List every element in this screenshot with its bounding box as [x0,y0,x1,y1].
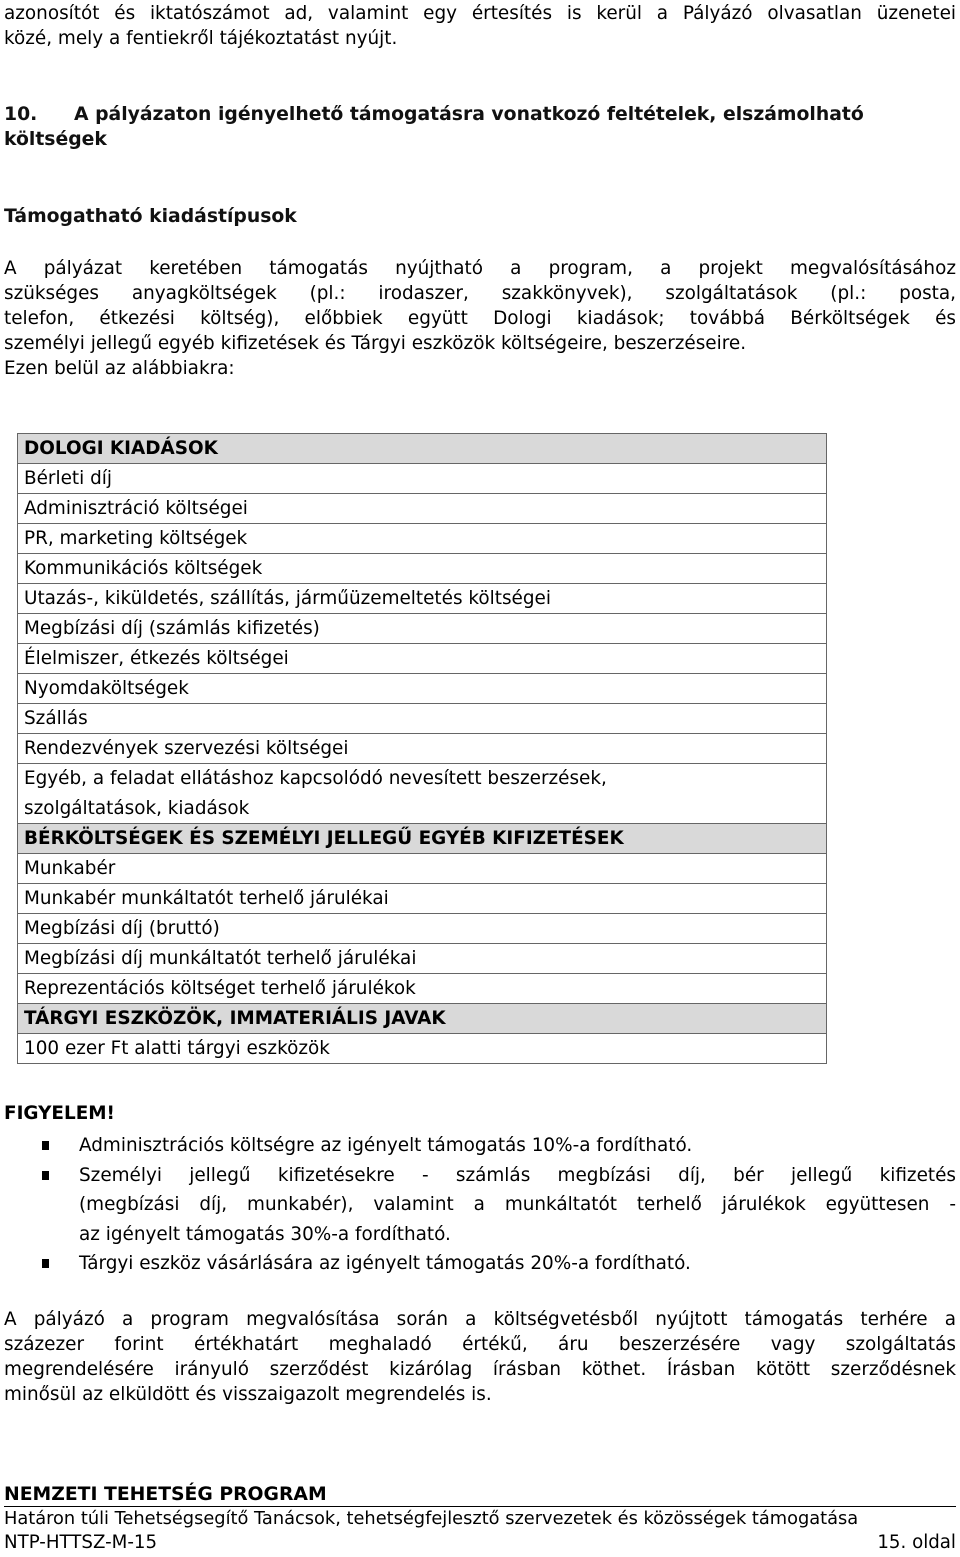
cell-text: TÁRGYI ESZKÖZÖK, IMMATERIÁLIS JAVAK [24,1008,446,1029]
page-footer [4,1483,956,1555]
table-section-header [18,1004,827,1034]
footer-meta [4,1531,956,1555]
footer-title: NEMZETI TEHETSÉG PROGRAM [4,1484,327,1505]
table-cell [18,1004,827,1034]
cell-text: Megbízási díj munkáltatót terhelő járulékai [24,948,417,969]
section-title-cont: költségek [4,129,107,150]
table-cell [18,464,827,494]
cell-text: 100 ezer Ft alatti tárgyi eszközök [24,1038,330,1059]
section-heading [4,102,956,152]
table-row [18,614,827,644]
intro-line: közé, mely a fentiekről tájékoztatást nyújt. [4,28,398,49]
table-cell [18,614,827,644]
document-code: NTP-HTTSZ-M-15 [4,1532,158,1553]
table-cell [18,974,827,1004]
paragraph-line: telefon, étkezési költség), előbbiek együtt Dologi kiadások; továbbá Bérköltségek és [4,308,956,329]
section-number: 10. [4,104,38,125]
paragraph-line: százezer forint értékhatárt meghaladó értékű, áru beszerzésére vagy szolgáltatás [4,1334,956,1355]
cell-text: DOLOGI KIADÁSOK [24,438,218,459]
bullet-square-icon [42,1171,49,1180]
table-cell [18,524,827,554]
contract-paragraph [4,1307,956,1407]
warning-item-text: az igényelt támogatás 30%-a fordítható. [79,1223,451,1245]
warning-list [4,1131,956,1279]
table-cell [18,944,827,974]
table-row [18,644,827,674]
table-section-header [18,824,827,854]
table-row [18,704,827,734]
table-cell [18,914,827,944]
table-row [18,974,827,1004]
section-title: A pályázaton igényelhető támogatásra vonatkozó feltételek, elszámolható [74,104,864,125]
table-row [18,464,827,494]
table-row [18,734,827,764]
warning-item [4,1249,956,1279]
warning-item-text: Adminisztrációs költségre az igényelt támogatás 10%-a fordítható. [79,1135,693,1156]
cell-text: Megbízási díj (számlás kifizetés) [24,618,320,639]
cell-text: PR, marketing költségek [24,528,248,549]
table-cell [18,1034,827,1064]
table-cell [18,554,827,584]
table-row [18,584,827,614]
paragraph-line: minősül az elküldött és visszaigazolt megrendelés is. [4,1384,492,1405]
intro-line: azonosítót és iktatószámot ad, valamint egy értesítés is kerül a Pályázó olvasatlan üzenetei [4,3,956,24]
paragraph-line: személyi jellegű egyéb kifizetések és Tárgyi eszközök költségeire, beszerzéseire. [4,333,747,354]
cell-text: Bérleti díj [24,468,112,489]
cell-text: Szállás [24,708,88,729]
table-cell [18,674,827,704]
table-cell [18,824,827,854]
cell-text: Élelmiszer, étkezés költségei [24,648,289,669]
page-number: 15. oldal [877,1532,956,1553]
subheading: Támogatható kiadástípusok [4,206,297,227]
warning-item-text: Személyi jellegű kifizetésekre - számlás megbízási díj, bér jellegű kifizetés [79,1164,956,1186]
bullet-square-icon [42,1259,49,1268]
table-cell [18,854,827,884]
cell-text: Utazás-, kiküldetés, szállítás, járműüzemeltetés költségei [24,588,551,609]
paragraph-line: A pályázat keretében támogatás nyújtható a program, a projekt megvalósításához [4,258,956,279]
warning-item [4,1161,956,1250]
table-row [18,524,827,554]
table-cell [18,584,827,614]
table-row [18,494,827,524]
cell-text: Rendezvények szervezési költségei [24,738,349,759]
cell-text: Nyomdaköltségek [24,678,189,699]
table-cell [18,644,827,674]
eligible-costs-paragraph [4,256,956,381]
bullet-square-icon [42,1141,49,1150]
paragraph-line: A pályázó a program megvalósítása során a költségvetésből nyújtott támogatás terhére a [4,1309,956,1330]
cost-category-table [17,433,827,1064]
table-cell [18,434,827,464]
footer-divider [4,1506,956,1507]
table-section-header [18,434,827,464]
table-cell [18,494,827,524]
cell-text: Megbízási díj (bruttó) [24,918,220,939]
cell-text: Reprezentációs költséget terhelő járulékok [24,978,416,999]
paragraph-line: Ezen belül az alábbiakra: [4,358,235,379]
table-row [18,944,827,974]
cell-text: Munkabér [24,858,116,879]
warning-item-text: (megbízási díj, munkabér), valamint a munkáltatót terhelő járulékok együttesen - [79,1194,956,1215]
table-cell [18,764,827,824]
warning-label: FIGYELEM! [4,1103,115,1124]
cell-text: szolgáltatások, kiadások [24,797,250,819]
cell-text: Munkabér munkáltatót terhelő járulékai [24,888,389,909]
table-row [18,764,827,824]
table-cell [18,734,827,764]
intro-paragraph [4,1,956,51]
cell-text: Adminisztráció költségei [24,498,248,519]
table-cell [18,884,827,914]
table-row [18,674,827,704]
cell-text: BÉRKÖLTSÉGEK ÉS SZEMÉLYI JELLEGŰ EGYÉB KIFIZETÉSEK [24,828,624,849]
table-row [18,1034,827,1064]
table-row [18,914,827,944]
table-row [18,554,827,584]
cell-text: Kommunikációs költségek [24,558,263,579]
footer-subtitle: Határon túli Tehetségsegítő Tanácsok, tehetségfejlesztő szervezetek és közösségek támogatása [4,1508,859,1529]
table-row [18,884,827,914]
warning-item-text: Tárgyi eszköz vásárlására az igényelt támogatás 20%-a fordítható. [79,1253,691,1274]
table-cell [18,704,827,734]
paragraph-line: megrendelésére irányuló szerződést kizárólag írásban köthet. Írásban kötött szerződésnek [4,1359,956,1380]
warning-item [4,1131,956,1161]
cell-text: Egyéb, a feladat ellátáshoz kapcsolódó nevesített beszerzések, [24,768,607,789]
table-row [18,854,827,884]
paragraph-line: szükséges anyagköltségek (pl.: irodaszer, szakkönyvek), szolgáltatások (pl.: posta, [4,283,956,304]
